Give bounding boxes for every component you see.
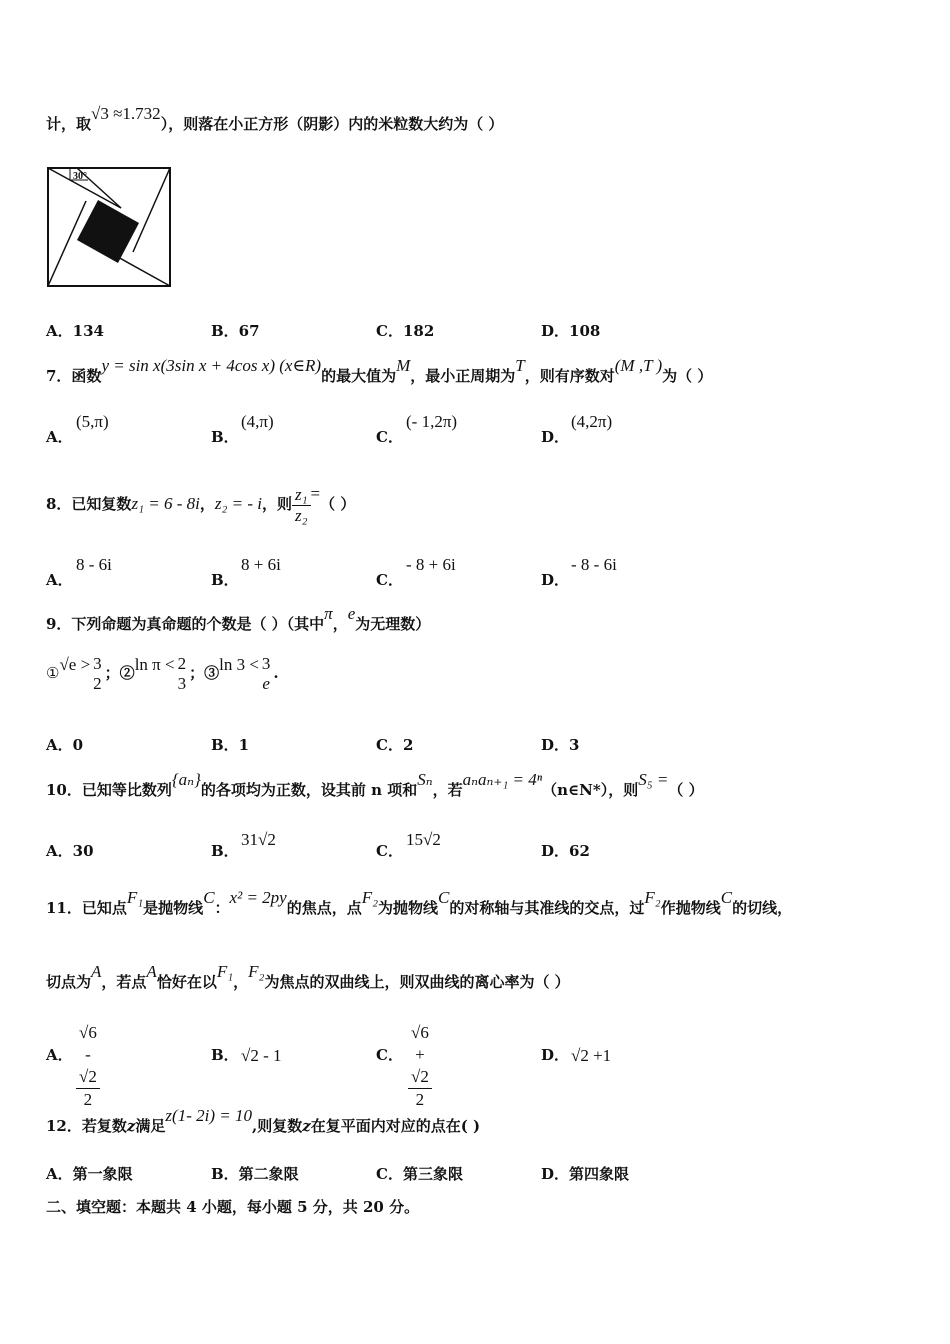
- q12-text: 在复平面内对应的点在( ): [310, 1117, 481, 1135]
- q12-stem: [46, 1106, 916, 1136]
- q11-text: 为焦点的双曲线上，则双曲线的离心率为（ ）: [264, 973, 570, 991]
- q12-text: 满足: [135, 1117, 166, 1135]
- q11-a: A: [146, 962, 157, 981]
- option-value: 8 - 6i: [76, 555, 112, 574]
- q11-text: 切点为: [46, 973, 92, 991]
- q8-fraction: [292, 485, 311, 526]
- q9-period: .: [273, 664, 279, 682]
- option-value: (- 1,2π): [406, 412, 458, 431]
- q7-stem: [46, 356, 916, 386]
- q7-options: [46, 412, 906, 472]
- q8-text: 8．已知复数: [46, 495, 132, 513]
- q10-stem: [46, 770, 916, 800]
- q6-stem: [46, 104, 916, 134]
- q7-text: 7．函数: [46, 367, 102, 385]
- option-label: A．: [46, 428, 73, 446]
- q10-condition: aₙaₙ₊₁ = 4ⁿ: [462, 770, 543, 789]
- q9-circle-1: ①: [46, 664, 60, 682]
- q11-text: 11．已知点: [46, 899, 127, 917]
- option-label: D．第四象限: [541, 1165, 630, 1183]
- q11-c: C: [438, 888, 450, 907]
- q9-text: ，: [332, 615, 348, 633]
- option-value: (5,π): [76, 412, 109, 431]
- q9-stem: [46, 604, 916, 634]
- option-label: B．第二象限: [211, 1165, 299, 1183]
- option-fraction: [76, 1022, 100, 1111]
- q10-text: 的各项均为正数，设其前 n 项和: [200, 781, 418, 799]
- q9-p3-lhs: ln 3 <: [219, 655, 259, 674]
- option-value: - 8 + 6i: [406, 555, 456, 574]
- q8-text: ，则: [262, 495, 293, 513]
- q7-function: y = sin x(3sin x + 4cos x) (x∈R): [101, 356, 322, 375]
- q10-s5: S₅ =: [638, 770, 669, 789]
- q7-var-m: M: [396, 356, 411, 375]
- q10-text: 10．已知等比数列: [46, 781, 172, 799]
- option-label: C．第三象限: [376, 1165, 463, 1183]
- frac-denominator: 2: [415, 1090, 425, 1109]
- q11-f1: F₁: [126, 888, 144, 907]
- option-label: B．: [211, 428, 239, 446]
- q11-parabola: x² = 2py: [229, 888, 287, 907]
- option-value: 15√2: [406, 830, 441, 849]
- q11-text: 的焦点，点: [286, 899, 362, 917]
- frac-numerator: z₁: [292, 485, 311, 506]
- q11-text: 的对称轴与其准线的交点，过: [449, 899, 645, 917]
- q9-text: 为无理数）: [355, 615, 431, 633]
- q11-f2: F₂: [361, 888, 379, 907]
- angle-label: 30°: [73, 171, 87, 182]
- q9-p3-fraction: [259, 654, 274, 694]
- q11-text: 的切线，: [732, 899, 793, 917]
- option-label: D．: [541, 1046, 570, 1064]
- q12-text: ,则复数: [251, 1117, 303, 1135]
- frac-denominator: 2: [93, 674, 102, 693]
- q8-text: ，: [199, 495, 215, 513]
- q8-z2: z₂ = - i: [214, 494, 262, 513]
- option-label: A．0: [46, 736, 84, 754]
- q11-stem-line2: [46, 962, 916, 992]
- q8-text: （ ）: [320, 495, 356, 513]
- q7-text: 为（ ）: [662, 367, 713, 385]
- option-label: A．第一象限: [46, 1165, 133, 1183]
- q8-equals: =: [310, 484, 321, 503]
- q11-c: C: [720, 888, 733, 907]
- frac-numerator: √6 - √2: [76, 1022, 100, 1089]
- q11-text: 为抛物线: [378, 899, 439, 917]
- shaded-small-square: [77, 200, 139, 263]
- q11-f2: F₂: [248, 962, 265, 981]
- option-value: 8 + 6i: [241, 555, 281, 574]
- option-label: D．3: [541, 736, 580, 754]
- q11-text: 恰好在以: [156, 973, 217, 991]
- q9-p1-fraction: [90, 654, 105, 694]
- option-label: C．: [376, 842, 403, 860]
- frac-denominator: e: [262, 674, 270, 693]
- frac-numerator: 3: [93, 654, 102, 673]
- q11-f2: F₂: [644, 888, 661, 907]
- q9-pi: π: [324, 604, 333, 623]
- q9-propositions: [46, 650, 916, 696]
- square-diagram-svg: [46, 166, 174, 290]
- option-label: A．: [46, 571, 73, 589]
- q12-z: z: [126, 1117, 136, 1135]
- q11-stem-line1: [46, 888, 916, 918]
- option-label: A．30: [46, 842, 94, 860]
- q6-math: √3 ≈1.732: [91, 104, 161, 123]
- option-label: B．: [211, 571, 239, 589]
- option-label: A．134: [46, 322, 104, 340]
- q9-sep: ；②: [104, 664, 135, 682]
- q12-equation: z(1- 2i) = 10: [165, 1106, 252, 1125]
- frac-numerator: 3: [261, 654, 271, 673]
- option-label: C．2: [376, 736, 414, 754]
- q9-e: e: [347, 604, 356, 623]
- option-label: B．1: [211, 736, 250, 754]
- frac-numerator: √6 + √2: [408, 1022, 432, 1089]
- frac-numerator: 2: [177, 654, 187, 673]
- q8-stem: [46, 482, 916, 526]
- option-label: C．: [376, 1046, 403, 1064]
- q7-text: 的最大值为: [321, 367, 397, 385]
- q9-p1-lhs: √e >: [59, 655, 91, 674]
- q10-text: （ ）: [668, 781, 704, 799]
- q10-sn: Sₙ: [417, 770, 433, 789]
- option-label: C．182: [376, 322, 435, 340]
- q8-options: [46, 555, 906, 615]
- frac-denominator: 2: [83, 1090, 93, 1109]
- q9-sep: ；③: [189, 664, 220, 682]
- q8-z1: z₁ = 6 - 8i: [131, 494, 200, 513]
- q9-p2-fraction: [175, 654, 190, 694]
- q11-text: 是抛物线: [143, 899, 204, 917]
- frac-denominator: 3: [177, 674, 187, 693]
- q7-text: ，则有序数对: [524, 367, 615, 385]
- q11-text: 作抛物线: [660, 899, 721, 917]
- frac-denominator: z₂: [295, 505, 308, 525]
- option-label: D．: [541, 571, 570, 589]
- q12-text: 12．若复数: [46, 1117, 127, 1135]
- option-value: (4,2π): [571, 412, 613, 431]
- q10-text: （n∈N*），则: [542, 781, 639, 799]
- option-label: D．: [541, 428, 570, 446]
- option-value: √2 - 1: [241, 1046, 282, 1065]
- option-value: (4,π): [241, 412, 274, 431]
- option-label: C．: [376, 428, 403, 446]
- q6-prefix: 计，取: [46, 115, 92, 133]
- q12-z: z: [302, 1117, 311, 1135]
- q11-text: ，: [233, 973, 249, 991]
- q10-sequence: {aₙ}: [171, 770, 201, 789]
- q11-c: C: [203, 888, 215, 907]
- q11-f1: F₁: [216, 962, 234, 981]
- option-label: B．: [211, 842, 239, 860]
- q7-var-t: T: [515, 356, 525, 375]
- option-label: A．: [46, 1046, 73, 1064]
- q9-text: 9．下列命题为真命题的个数是（ ）（其中: [46, 615, 325, 633]
- option-value: √2 +1: [571, 1046, 612, 1065]
- q11-text: ：: [214, 899, 230, 917]
- option-value: 31√2: [241, 830, 276, 849]
- option-value: - 8 - 6i: [571, 555, 617, 574]
- option-label: C．: [376, 571, 403, 589]
- option-fraction: [408, 1022, 432, 1111]
- option-label: B．67: [211, 322, 260, 340]
- q10-options: [46, 830, 906, 890]
- q10-text: ，若: [432, 781, 463, 799]
- square-diagram: [46, 166, 174, 290]
- option-label: D．62: [541, 842, 590, 860]
- q11-a: A: [91, 962, 102, 981]
- q7-pair: (M ,T ): [614, 356, 663, 375]
- q11-options: [46, 1022, 906, 1109]
- q6-suffix: ），则落在小正方形（阴影）内的米粒数大约为（ ）: [160, 115, 504, 133]
- q11-text: ，若点: [101, 973, 147, 991]
- q9-p2-lhs: ln π <: [134, 655, 175, 674]
- q7-text: ，最小正周期为: [410, 367, 516, 385]
- option-label: D．108: [541, 322, 601, 340]
- section-heading: 二、填空题：本题共 4 小题，每小题 5 分，共 20 分。: [46, 1198, 420, 1216]
- option-label: B．: [211, 1046, 239, 1064]
